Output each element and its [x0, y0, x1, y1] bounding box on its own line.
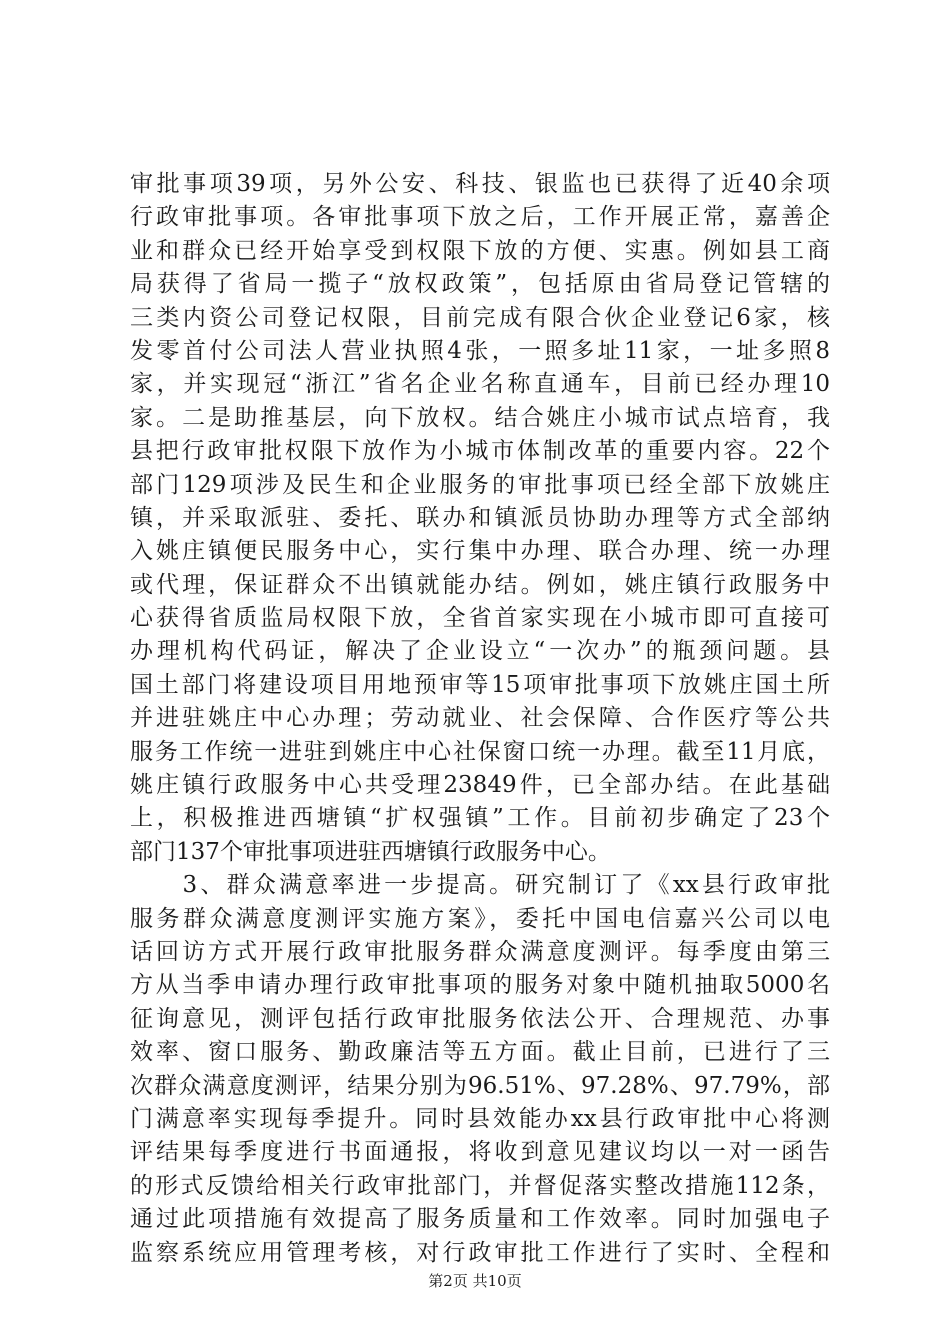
page-number-footer: 第2页 共10页	[428, 1272, 522, 1290]
text-line: 并进驻姚庄中心办理；劳动就业、社会保障、合作医疗等公共	[130, 705, 830, 732]
text-line: 局获得了省局一揽子“放权政策”，包括原由省局登记管辖的	[130, 271, 830, 298]
text-line: 服务群众满意度测评实施方案》，委托中国电信嘉兴公司以电	[130, 905, 830, 932]
text-line: 家，并实现冠“浙江”省名企业名称直通车，目前已经办理10	[130, 371, 830, 398]
text-line: 效率、窗口服务、勤政廉洁等五方面。截止目前，已进行了三	[130, 1039, 830, 1066]
text-line: 的形式反馈给相关行政审批部门，并督促落实整改措施112条，	[130, 1172, 830, 1199]
text-line: 上，积极推进西塘镇“扩权强镇”工作。目前初步确定了23个	[130, 805, 830, 832]
text-line: 话回访方式开展行政审批服务群众满意度测评。每季度由第三	[130, 938, 830, 965]
text-line: 方从当季申请办理行政审批事项的服务对象中随机抽取5000名	[130, 972, 830, 999]
text-line: 办理机构代码证，解决了企业设立“一次办”的瓶颈问题。县	[130, 638, 830, 665]
text-line: 家。二是助推基层，向下放权。结合姚庄小城市试点培育，我	[130, 404, 830, 431]
text-line: 行政审批事项。各审批事项下放之后，工作开展正常，嘉善企	[130, 204, 830, 231]
document-body	[130, 168, 830, 1270]
text-line: 次群众满意度测评，结果分别为96.51%、97.28%、97.79%，部	[130, 1072, 830, 1099]
text-line: 监察系统应用管理考核，对行政审批工作进行了实时、全程和	[130, 1239, 830, 1266]
text-line: 心获得省质监局权限下放，全省首家实现在小城市即可直接可	[130, 605, 830, 632]
text-line: 门满意率实现每季提升。同时县效能办xx县行政审批中心将测	[130, 1105, 830, 1132]
text-line: 发零首付公司法人营业执照4张，一照多址11家，一址多照8	[130, 337, 830, 364]
text-line: 部门129项涉及民生和企业服务的审批事项已经全部下放姚庄	[130, 471, 830, 498]
text-line: 入姚庄镇便民服务中心，实行集中办理、联合办理、统一办理	[130, 538, 830, 565]
text-line: 服务工作统一进驻到姚庄中心社保窗口统一办理。截至11月底，	[130, 738, 830, 765]
paragraph-end-line: 部门137个审批事项进驻西塘镇行政服务中心。	[130, 838, 611, 865]
text-line: 姚庄镇行政服务中心共受理23849件，已全部办结。在此基础	[130, 772, 830, 799]
text-line: 评结果每季度进行书面通报，将收到意见建议均以一对一函告	[130, 1139, 830, 1166]
text-line: 三类内资公司登记权限，目前完成有限合伙企业登记6家，核	[130, 304, 830, 331]
text-line: 征询意见，测评包括行政审批服务依法公开、合理规范、办事	[130, 1005, 830, 1032]
text-line: 通过此项措施有效提高了服务质量和工作效率。同时加强电子	[130, 1206, 830, 1233]
paragraph-first-line: 3、群众满意率进一步提高。研究制订了《xx县行政审批	[130, 872, 830, 899]
text-line: 国土部门将建设项目用地预审等15项审批事项下放姚庄国土所	[130, 671, 830, 698]
text-line: 业和群众已经开始享受到权限下放的方便、实惠。例如县工商	[130, 237, 830, 264]
text-line: 或代理，保证群众不出镇就能办结。例如，姚庄镇行政服务中	[130, 571, 830, 598]
text-line: 镇，并采取派驻、委托、联办和镇派员协助办理等方式全部纳	[130, 504, 830, 531]
text-line: 县把行政审批权限下放作为小城市体制改革的重要内容。22个	[130, 438, 830, 465]
text-line: 审批事项39项，另外公安、科技、银监也已获得了近40余项	[130, 171, 830, 197]
